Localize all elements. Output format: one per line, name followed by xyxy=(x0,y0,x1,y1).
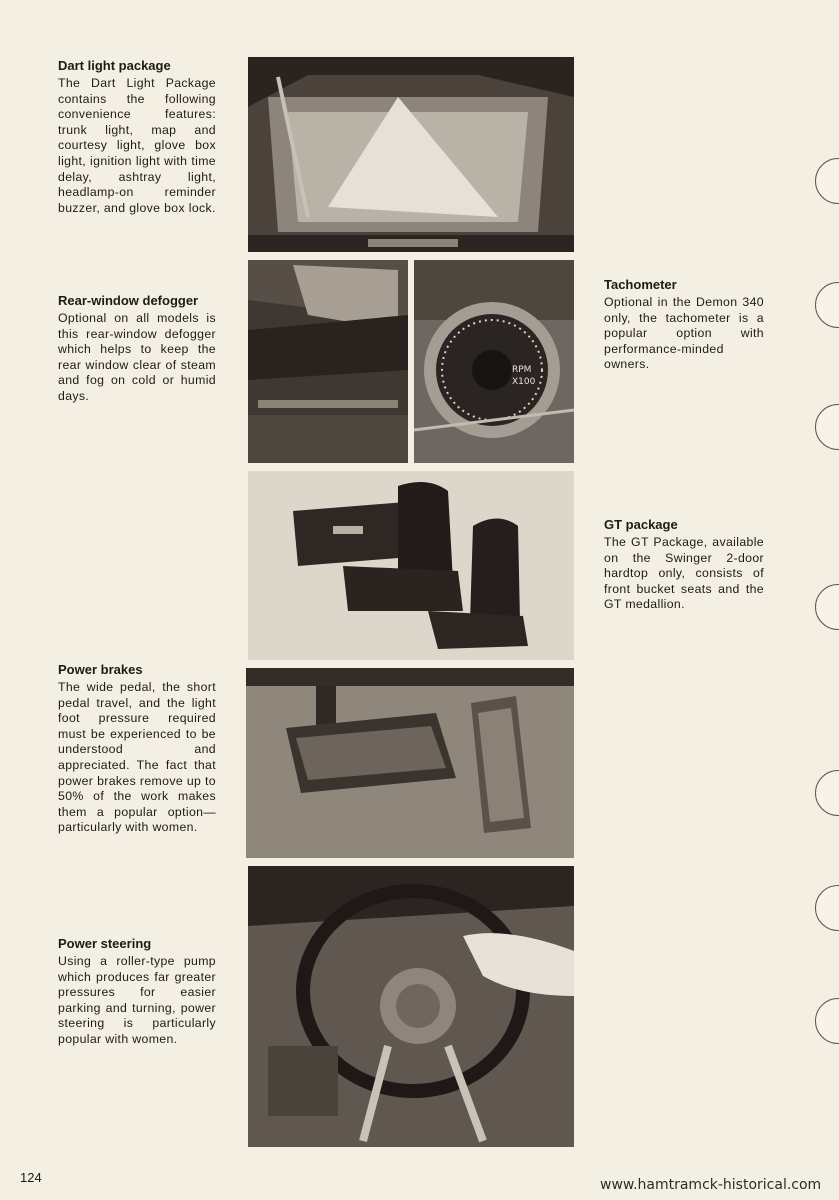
power-brakes-body: The wide pedal, the short pedal travel, and the light foot pressure required must be experienced to be understood and appreciated. The fact that power brakes remove up to 50% of the work makes them a popular option—particularly with women. xyxy=(58,680,216,835)
tachometer-section xyxy=(604,277,764,373)
watermark-url: www.hamtramck-historical.com xyxy=(600,1177,822,1193)
dart-light-section xyxy=(58,58,216,216)
tachometer-heading: Tachometer xyxy=(604,277,677,292)
power-brakes-section xyxy=(58,662,216,836)
tach-x100-label: X100 xyxy=(512,377,536,387)
tachometer-photo xyxy=(414,260,574,463)
gt-package-heading: GT package xyxy=(604,517,678,532)
binder-hole-1 xyxy=(815,158,839,204)
page-number: 124 xyxy=(20,1170,42,1185)
rear-window-section xyxy=(58,293,216,405)
power-steering-photo xyxy=(248,866,574,1147)
trunk-light-photo xyxy=(248,57,574,252)
binder-hole-7 xyxy=(815,998,839,1044)
rear-window-body: Optional on all models is this rear-window defogger which helps to keep the rear window clear of steam and fog on cold or humid days. xyxy=(58,311,216,403)
power-steering-section xyxy=(58,936,216,1048)
tachometer-body: Optional in the Demon 340 only, the tachometer is a popular option with performance-minded owners. xyxy=(604,295,764,372)
gt-package-body: The GT Package, available on the Swinger 2-door hardtop only, consists of front bucket seats and the GT medallion. xyxy=(604,535,764,612)
binder-hole-5 xyxy=(815,770,839,816)
dart-light-heading: Dart light package xyxy=(58,58,171,73)
binder-hole-2 xyxy=(815,282,839,328)
power-brakes-photo xyxy=(246,668,574,858)
binder-hole-4 xyxy=(815,584,839,630)
rear-window-heading: Rear-window defogger xyxy=(58,293,199,308)
tach-rpm-label: RPM xyxy=(512,365,532,375)
gt-bucket-seats-photo xyxy=(248,471,574,660)
power-brakes-heading: Power brakes xyxy=(58,662,143,677)
power-steering-body: Using a roller-type pump which produces far greater pressures for easier parking and turning, power steering is particularly popular with women. xyxy=(58,954,216,1046)
dart-light-body: The Dart Light Package contains the following convenience features: trunk light, map and courtesy light, glove box light, ignition light with time delay, ashtray light, headlamp-on reminder buzzer, and glove box lock. xyxy=(58,76,216,215)
binder-hole-6 xyxy=(815,885,839,931)
binder-hole-3 xyxy=(815,404,839,450)
rear-window-defogger-photo xyxy=(248,260,408,463)
gt-package-section xyxy=(604,517,764,613)
power-steering-heading: Power steering xyxy=(58,936,152,951)
